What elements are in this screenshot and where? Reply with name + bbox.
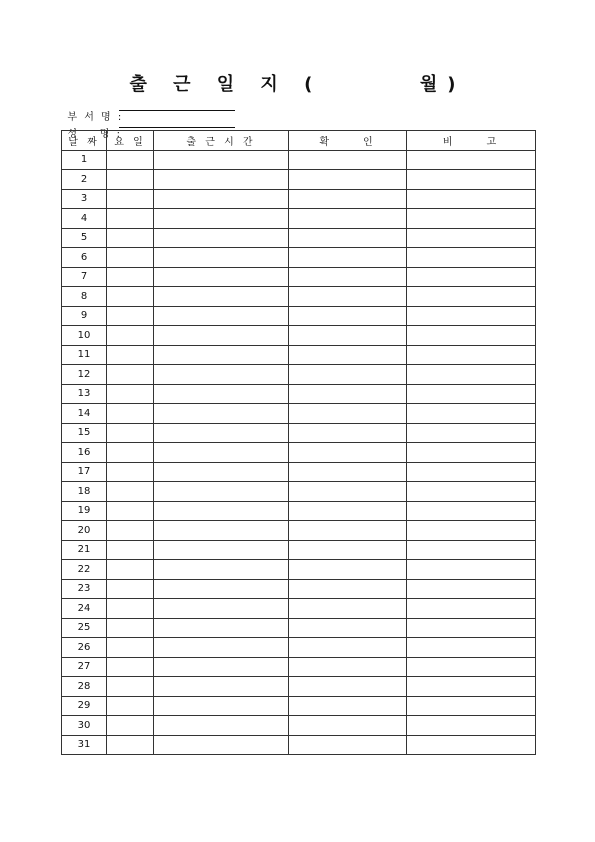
table-row [62,638,536,658]
table-row [62,560,536,580]
confirmation-cell[interactable] [289,189,407,209]
table-row [62,579,536,599]
weekday-cell[interactable] [107,423,154,443]
remarks-cell[interactable] [407,716,536,736]
remarks-cell[interactable] [407,189,536,209]
table-row [62,189,536,209]
table-body [62,150,536,755]
remarks-cell[interactable] [407,599,536,619]
date-cell: 7 [62,267,107,287]
weekday-cell[interactable] [107,735,154,755]
arrival-time-cell[interactable] [154,657,289,677]
weekday-cell[interactable] [107,443,154,463]
date-cell: 31 [62,735,107,755]
table-row [62,228,536,248]
date-cell: 2 [62,170,107,190]
weekday-cell[interactable] [107,677,154,697]
arrival-time-cell[interactable] [154,150,289,170]
table-row [62,267,536,287]
table-row [62,306,536,326]
weekday-cell[interactable] [107,170,154,190]
date-cell: 4 [62,209,107,229]
arrival-time-cell[interactable] [154,618,289,638]
confirmation-cell[interactable] [289,501,407,521]
date-cell: 11 [62,345,107,365]
confirmation-cell[interactable] [289,579,407,599]
weekday-cell[interactable] [107,638,154,658]
table-row [62,501,536,521]
arrival-time-cell[interactable] [154,345,289,365]
arrival-time-cell[interactable] [154,384,289,404]
confirmation-cell[interactable] [289,716,407,736]
department-field [61,97,124,123]
confirmation-cell[interactable] [289,287,407,307]
remarks-cell[interactable] [407,228,536,248]
weekday-cell[interactable] [107,599,154,619]
weekday-cell[interactable] [107,267,154,287]
date-cell: 29 [62,696,107,716]
remarks-cell[interactable] [407,150,536,170]
remarks-cell[interactable] [407,267,536,287]
weekday-cell[interactable] [107,345,154,365]
attendance-log-table [61,130,536,755]
weekday-cell[interactable] [107,228,154,248]
confirmation-cell[interactable] [289,482,407,502]
remarks-cell[interactable] [407,521,536,541]
arrival-time-cell[interactable] [154,462,289,482]
name-label: 성 명 : [67,129,122,140]
table-row [62,462,536,482]
table-row [62,404,536,424]
date-cell: 10 [62,326,107,346]
remarks-cell[interactable] [407,560,536,580]
date-cell: 14 [62,404,107,424]
header-remarks: 비 고 [407,131,536,151]
table-row [62,248,536,268]
date-cell: 3 [62,189,107,209]
confirmation-cell[interactable] [289,657,407,677]
confirmation-cell[interactable] [289,365,407,385]
table-row [62,482,536,502]
date-cell: 27 [62,657,107,677]
arrival-time-cell[interactable] [154,599,289,619]
remarks-cell[interactable] [407,384,536,404]
arrival-time-cell[interactable] [154,404,289,424]
header-weekday: 요 일 [107,131,154,151]
weekday-cell[interactable] [107,404,154,424]
arrival-time-cell[interactable] [154,735,289,755]
table-row [62,618,536,638]
remarks-cell[interactable] [407,443,536,463]
confirmation-cell[interactable] [289,345,407,365]
arrival-time-cell[interactable] [154,287,289,307]
document-title: 출 근 일 지 ( 월) [129,74,466,95]
table-row [62,150,536,170]
header-arrival-time: 출 근 시 간 [154,131,289,151]
weekday-cell[interactable] [107,209,154,229]
header-confirmation: 확 인 [289,131,407,151]
arrival-time-cell[interactable] [154,267,289,287]
weekday-cell[interactable] [107,384,154,404]
date-cell: 24 [62,599,107,619]
remarks-cell[interactable] [407,618,536,638]
confirmation-cell[interactable] [289,306,407,326]
date-cell: 8 [62,287,107,307]
arrival-time-cell[interactable] [154,365,289,385]
date-cell: 19 [62,501,107,521]
remarks-cell[interactable] [407,501,536,521]
weekday-cell[interactable] [107,462,154,482]
department-underline [119,110,235,111]
arrival-time-cell[interactable] [154,482,289,502]
arrival-time-cell[interactable] [154,560,289,580]
confirmation-cell[interactable] [289,462,407,482]
date-cell: 6 [62,248,107,268]
remarks-cell[interactable] [407,696,536,716]
arrival-time-cell[interactable] [154,716,289,736]
arrival-time-cell[interactable] [154,521,289,541]
weekday-cell[interactable] [107,365,154,385]
remarks-cell[interactable] [407,579,536,599]
weekday-cell[interactable] [107,248,154,268]
confirmation-cell[interactable] [289,248,407,268]
remarks-cell[interactable] [407,423,536,443]
date-cell: 1 [62,150,107,170]
confirmation-cell[interactable] [289,443,407,463]
confirmation-cell[interactable] [289,209,407,229]
remarks-cell[interactable] [407,170,536,190]
table-row [62,345,536,365]
date-cell: 28 [62,677,107,697]
confirmation-cell[interactable] [289,267,407,287]
weekday-cell[interactable] [107,696,154,716]
remarks-cell[interactable] [407,482,536,502]
remarks-cell[interactable] [407,462,536,482]
weekday-cell[interactable] [107,657,154,677]
date-cell: 12 [62,365,107,385]
remarks-cell[interactable] [407,248,536,268]
confirmation-cell[interactable] [289,326,407,346]
date-cell: 26 [62,638,107,658]
confirmation-cell[interactable] [289,677,407,697]
weekday-cell[interactable] [107,150,154,170]
weekday-cell[interactable] [107,287,154,307]
weekday-cell[interactable] [107,540,154,560]
confirmation-cell[interactable] [289,599,407,619]
date-cell: 23 [62,579,107,599]
arrival-time-cell[interactable] [154,638,289,658]
date-cell: 15 [62,423,107,443]
confirmation-cell[interactable] [289,696,407,716]
arrival-time-cell[interactable] [154,170,289,190]
date-cell: 9 [62,306,107,326]
table-row [62,735,536,755]
department-label: 부 서 명 : [67,112,124,123]
remarks-cell[interactable] [407,306,536,326]
remarks-cell[interactable] [407,638,536,658]
remarks-cell[interactable] [407,345,536,365]
arrival-time-cell[interactable] [154,677,289,697]
date-cell: 17 [62,462,107,482]
table-header-row [62,131,536,151]
name-underline [119,127,235,128]
arrival-time-cell[interactable] [154,189,289,209]
table-row [62,657,536,677]
remarks-cell[interactable] [407,326,536,346]
confirmation-cell[interactable] [289,540,407,560]
table-row [62,209,536,229]
header-date: 날 짜 [62,131,107,151]
date-cell: 30 [62,716,107,736]
arrival-time-cell[interactable] [154,209,289,229]
remarks-cell[interactable] [407,677,536,697]
date-cell: 16 [62,443,107,463]
remarks-cell[interactable] [407,287,536,307]
arrival-time-cell[interactable] [154,579,289,599]
weekday-cell[interactable] [107,521,154,541]
confirmation-cell[interactable] [289,150,407,170]
table-row [62,170,536,190]
weekday-cell[interactable] [107,306,154,326]
date-cell: 22 [62,560,107,580]
table-row [62,677,536,697]
arrival-time-cell[interactable] [154,248,289,268]
arrival-time-cell[interactable] [154,423,289,443]
arrival-time-cell[interactable] [154,540,289,560]
weekday-cell[interactable] [107,501,154,521]
remarks-cell[interactable] [407,657,536,677]
table-row [62,521,536,541]
table-row [62,384,536,404]
confirmation-cell[interactable] [289,618,407,638]
confirmation-cell[interactable] [289,384,407,404]
date-cell: 13 [62,384,107,404]
confirmation-cell[interactable] [289,735,407,755]
table-row [62,326,536,346]
date-cell: 21 [62,540,107,560]
table-row [62,423,536,443]
table-row [62,540,536,560]
arrival-time-cell[interactable] [154,443,289,463]
arrival-time-cell[interactable] [154,696,289,716]
table-row [62,365,536,385]
arrival-time-cell[interactable] [154,228,289,248]
weekday-cell[interactable] [107,716,154,736]
table-row [62,716,536,736]
weekday-cell[interactable] [107,560,154,580]
weekday-cell[interactable] [107,482,154,502]
weekday-cell[interactable] [107,618,154,638]
remarks-cell[interactable] [407,365,536,385]
arrival-time-cell[interactable] [154,306,289,326]
arrival-time-cell[interactable] [154,326,289,346]
weekday-cell[interactable] [107,189,154,209]
confirmation-cell[interactable] [289,423,407,443]
date-cell: 18 [62,482,107,502]
remarks-cell[interactable] [407,735,536,755]
remarks-cell[interactable] [407,209,536,229]
remarks-cell[interactable] [407,404,536,424]
table-row [62,599,536,619]
confirmation-cell[interactable] [289,404,407,424]
date-cell: 20 [62,521,107,541]
confirmation-cell[interactable] [289,170,407,190]
weekday-cell[interactable] [107,579,154,599]
date-cell: 25 [62,618,107,638]
table-row [62,287,536,307]
confirmation-cell[interactable] [289,228,407,248]
confirmation-cell[interactable] [289,521,407,541]
arrival-time-cell[interactable] [154,501,289,521]
remarks-cell[interactable] [407,540,536,560]
name-field [61,114,122,140]
confirmation-cell[interactable] [289,560,407,580]
table-row [62,443,536,463]
date-cell: 5 [62,228,107,248]
weekday-cell[interactable] [107,326,154,346]
table-row [62,696,536,716]
confirmation-cell[interactable] [289,638,407,658]
